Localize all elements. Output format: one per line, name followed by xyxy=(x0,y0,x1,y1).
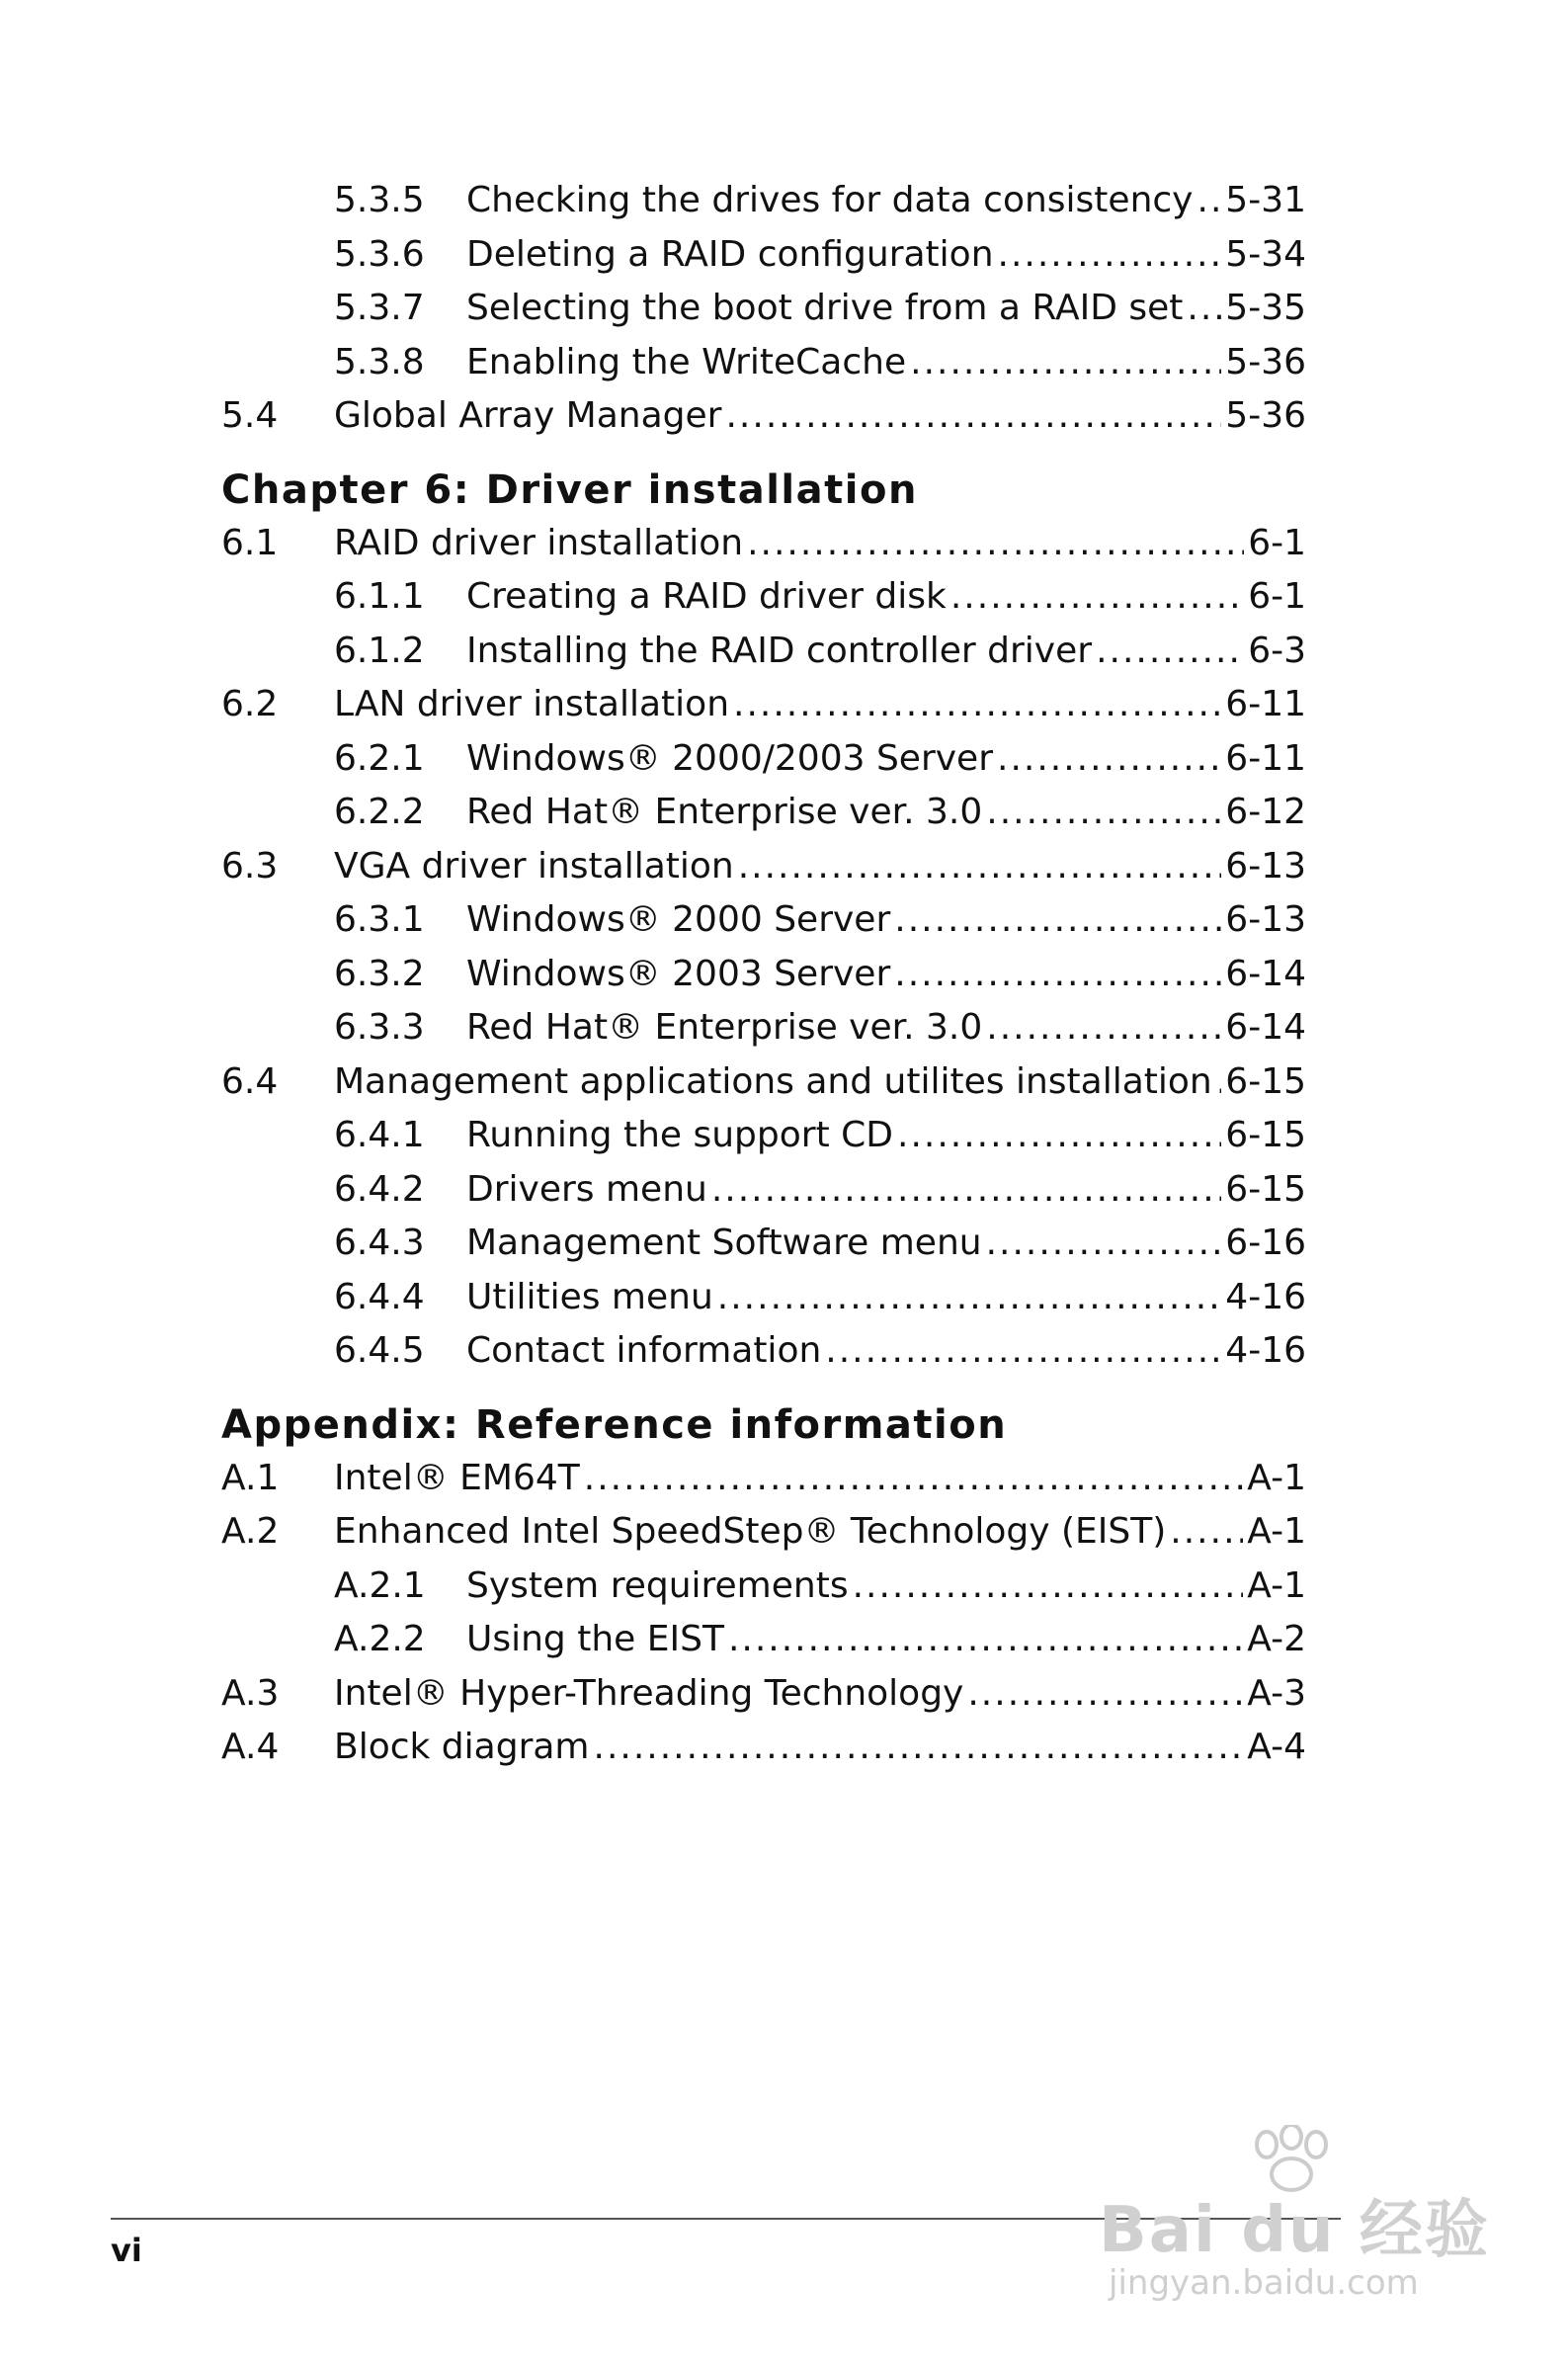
page-number: vi xyxy=(111,2232,142,2269)
toc-entry-title: Windows® 2000 Server xyxy=(466,899,891,940)
toc-entry xyxy=(221,625,1306,679)
toc-entry-page: 6-1 xyxy=(1248,576,1306,617)
toc-entry-number: 6.1.2 xyxy=(334,630,425,671)
toc-entry-page: 6-12 xyxy=(1225,792,1306,832)
toc-entry-title: Checking the drives for data consistency xyxy=(466,180,1194,220)
toc-leader-dots xyxy=(894,893,1221,948)
toc-entry xyxy=(221,1721,1306,1775)
toc-entry xyxy=(221,1271,1306,1325)
toc-leader-dots xyxy=(1187,282,1221,336)
toc-entry-page: A-4 xyxy=(1247,1727,1306,1767)
toc-entry xyxy=(221,1001,1306,1055)
toc-entry-page: 6-13 xyxy=(1225,845,1306,886)
toc-entry-number: 6.4.4 xyxy=(334,1276,425,1317)
toc-entry-title: RAID driver installation xyxy=(334,522,744,563)
toc-entry-page: 6-14 xyxy=(1225,953,1306,994)
toc-entry xyxy=(221,570,1306,625)
toc-entry-title: Running the support CD xyxy=(466,1115,893,1155)
toc-entry-page: 6-15 xyxy=(1225,1115,1306,1155)
toc-entry-title: Management applications and utilites installation xyxy=(334,1060,1212,1102)
toc-leader-dots xyxy=(1096,625,1244,679)
toc-entry-number: 6.3 xyxy=(221,845,279,886)
toc-leader-dots xyxy=(1170,1505,1243,1560)
toc-entry-page: A-2 xyxy=(1247,1619,1306,1659)
toc-entry-number: A.4 xyxy=(221,1727,280,1767)
toc-entry xyxy=(221,1109,1306,1163)
toc-entry-number: A.3 xyxy=(221,1672,280,1714)
toc-entry-number: A.2 xyxy=(221,1511,280,1552)
toc-entry xyxy=(221,893,1306,948)
toc-entry-number: 6.1.1 xyxy=(334,576,425,617)
toc-chapter-heading: Chapter 6: Driver installation xyxy=(221,466,918,513)
toc-entry-page: 5-36 xyxy=(1225,395,1306,436)
toc-entry-page: A-1 xyxy=(1247,1457,1306,1498)
toc-entry-page: 6-11 xyxy=(1225,737,1306,779)
toc-entry-title: Drivers menu xyxy=(466,1168,707,1210)
toc-entry-page: 6-14 xyxy=(1225,1007,1306,1048)
toc-entry-page: 6-1 xyxy=(1248,522,1306,563)
toc-entry-title: Installing the RAID controller driver xyxy=(466,630,1093,671)
toc-entry xyxy=(221,282,1306,336)
toc-leader-dots xyxy=(998,228,1222,283)
toc-leader-dots xyxy=(986,1217,1222,1271)
toc-leader-dots xyxy=(725,389,1221,444)
toc-leader-dots xyxy=(584,1452,1244,1506)
toc-entry-number: 6.4.2 xyxy=(334,1168,425,1210)
toc-leader-dots xyxy=(1197,174,1222,228)
baidu-watermark xyxy=(1099,2125,1494,2313)
toc-entry-page: 4-16 xyxy=(1225,1330,1306,1371)
toc-entry-page: A-1 xyxy=(1247,1564,1306,1606)
toc-entry-title: VGA driver installation xyxy=(334,845,734,886)
toc-entry-page: 6-15 xyxy=(1225,1060,1306,1102)
toc-entry xyxy=(221,786,1306,840)
toc-entry xyxy=(221,732,1306,787)
watermark-logo: Bai du 经验 xyxy=(1099,2194,1490,2267)
toc-entry-title: Creating a RAID driver disk xyxy=(466,576,947,617)
toc-entry-number: 6.2 xyxy=(221,684,279,724)
toc-leader-dots xyxy=(910,336,1221,390)
toc-entry xyxy=(221,1452,1306,1506)
toc-entry-page: 5-35 xyxy=(1225,288,1306,328)
toc-entry-title: Contact information xyxy=(466,1330,822,1371)
toc-entry-number: 6.3.1 xyxy=(334,899,425,940)
toc-entry xyxy=(221,1055,1306,1110)
toc-leader-dots xyxy=(967,1667,1243,1722)
toc-entry-number: 5.4 xyxy=(221,395,279,436)
toc-leader-dots xyxy=(738,840,1222,894)
toc-entry-title: Intel® Hyper-Threading Technology xyxy=(334,1672,964,1714)
toc-leader-dots xyxy=(986,786,1221,840)
toc-entry-number: A.2.1 xyxy=(334,1564,426,1606)
toc-entry-title: Red Hat® Enterprise ver. 3.0 xyxy=(466,1007,983,1048)
toc-entry-title: Windows® 2000/2003 Server xyxy=(466,737,994,779)
toc-entry-number: 6.1 xyxy=(221,522,279,563)
toc-entry xyxy=(221,1505,1306,1560)
toc-entry xyxy=(221,517,1306,571)
toc-leader-dots xyxy=(747,517,1244,571)
toc-entry-title: Utilities menu xyxy=(466,1276,713,1317)
toc-entry xyxy=(221,1613,1306,1667)
toc-entry xyxy=(221,336,1306,390)
toc-entry-number: 6.3.2 xyxy=(334,953,425,994)
toc-leader-dots xyxy=(950,570,1244,625)
toc-entry xyxy=(221,1217,1306,1271)
toc-leader-dots xyxy=(717,1271,1222,1325)
toc-leader-dots xyxy=(825,1324,1221,1379)
toc-entry-number: 6.2.1 xyxy=(334,737,425,779)
toc-entry-title: Intel® EM64T xyxy=(334,1457,580,1498)
toc-entry-title: Deleting a RAID configuration xyxy=(466,233,994,275)
toc-leader-dots xyxy=(594,1721,1244,1775)
toc-entry xyxy=(221,228,1306,283)
toc-entry xyxy=(221,1560,1306,1614)
toc-entry-page: 6-13 xyxy=(1225,899,1306,940)
toc-leader-dots xyxy=(853,1560,1244,1614)
toc-entry-page: A-1 xyxy=(1247,1511,1306,1552)
toc-entry-title: Enabling the WriteCache xyxy=(466,341,907,382)
toc-entry-page: 6-16 xyxy=(1225,1223,1306,1263)
toc-entry-number: 5.3.8 xyxy=(334,341,425,382)
toc-entry xyxy=(221,389,1306,444)
toc-entry-number: 5.3.5 xyxy=(334,180,425,220)
toc-leader-dots xyxy=(986,1001,1221,1055)
toc-leader-dots xyxy=(897,1109,1221,1163)
toc-entry-number: 5.3.6 xyxy=(334,233,425,275)
toc-leader-dots xyxy=(894,948,1221,1002)
toc-entry-number: 6.4.3 xyxy=(334,1223,425,1263)
toc-leader-dots xyxy=(733,678,1221,732)
toc-entry-title: Windows® 2003 Server xyxy=(466,953,891,994)
toc-leader-dots xyxy=(728,1613,1243,1667)
toc-entry-number: 6.4.1 xyxy=(334,1115,425,1155)
toc-entry-page: 4-16 xyxy=(1225,1276,1306,1317)
toc-entry-title: Block diagram xyxy=(334,1727,590,1767)
toc-entry-title: LAN driver installation xyxy=(334,684,730,724)
table-of-contents xyxy=(221,174,1306,1775)
toc-entry-number: 6.4.5 xyxy=(334,1330,425,1371)
toc-entry-page: 5-34 xyxy=(1225,233,1306,275)
toc-leader-dots xyxy=(997,732,1221,787)
toc-entry-title: Global Array Manager xyxy=(334,395,722,436)
toc-entry xyxy=(221,1667,1306,1722)
toc-entry-page: 5-31 xyxy=(1225,180,1306,220)
toc-leader-dots xyxy=(1216,1055,1222,1110)
toc-entry-title: Enhanced Intel SpeedStep® Technology (EIST) xyxy=(334,1511,1167,1552)
toc-entry-number: 6.4 xyxy=(221,1060,279,1102)
toc-entry xyxy=(221,174,1306,228)
toc-entry xyxy=(221,1163,1306,1218)
toc-entry xyxy=(221,840,1306,894)
toc-entry-title: Red Hat® Enterprise ver. 3.0 xyxy=(466,792,983,832)
toc-chapter-heading: Appendix: Reference information xyxy=(221,1401,1008,1448)
toc-entry-number: 5.3.7 xyxy=(334,288,425,328)
toc-entry-page: 6-15 xyxy=(1225,1168,1306,1210)
toc-entry-page: A-3 xyxy=(1247,1672,1306,1714)
toc-entry-title: Management Software menu xyxy=(466,1223,982,1263)
toc-entry-number: A.1 xyxy=(221,1457,280,1498)
toc-entry-number: A.2.2 xyxy=(334,1619,426,1659)
toc-entry xyxy=(221,948,1306,1002)
toc-entry-number: 6.2.2 xyxy=(334,792,425,832)
toc-entry-number: 6.3.3 xyxy=(334,1007,425,1048)
toc-entry xyxy=(221,678,1306,732)
watermark-url: jingyan.baidu.com xyxy=(1109,2263,1419,2303)
toc-entry xyxy=(221,1324,1306,1379)
toc-leader-dots xyxy=(711,1163,1221,1218)
toc-entry-title: Selecting the boot drive from a RAID set xyxy=(466,288,1184,328)
toc-entry-page: 5-36 xyxy=(1225,341,1306,382)
toc-entry-page: 6-3 xyxy=(1248,630,1306,671)
toc-entry-title: System requirements xyxy=(466,1564,849,1606)
toc-entry-page: 6-11 xyxy=(1225,684,1306,724)
toc-entry-title: Using the EIST xyxy=(466,1619,724,1659)
